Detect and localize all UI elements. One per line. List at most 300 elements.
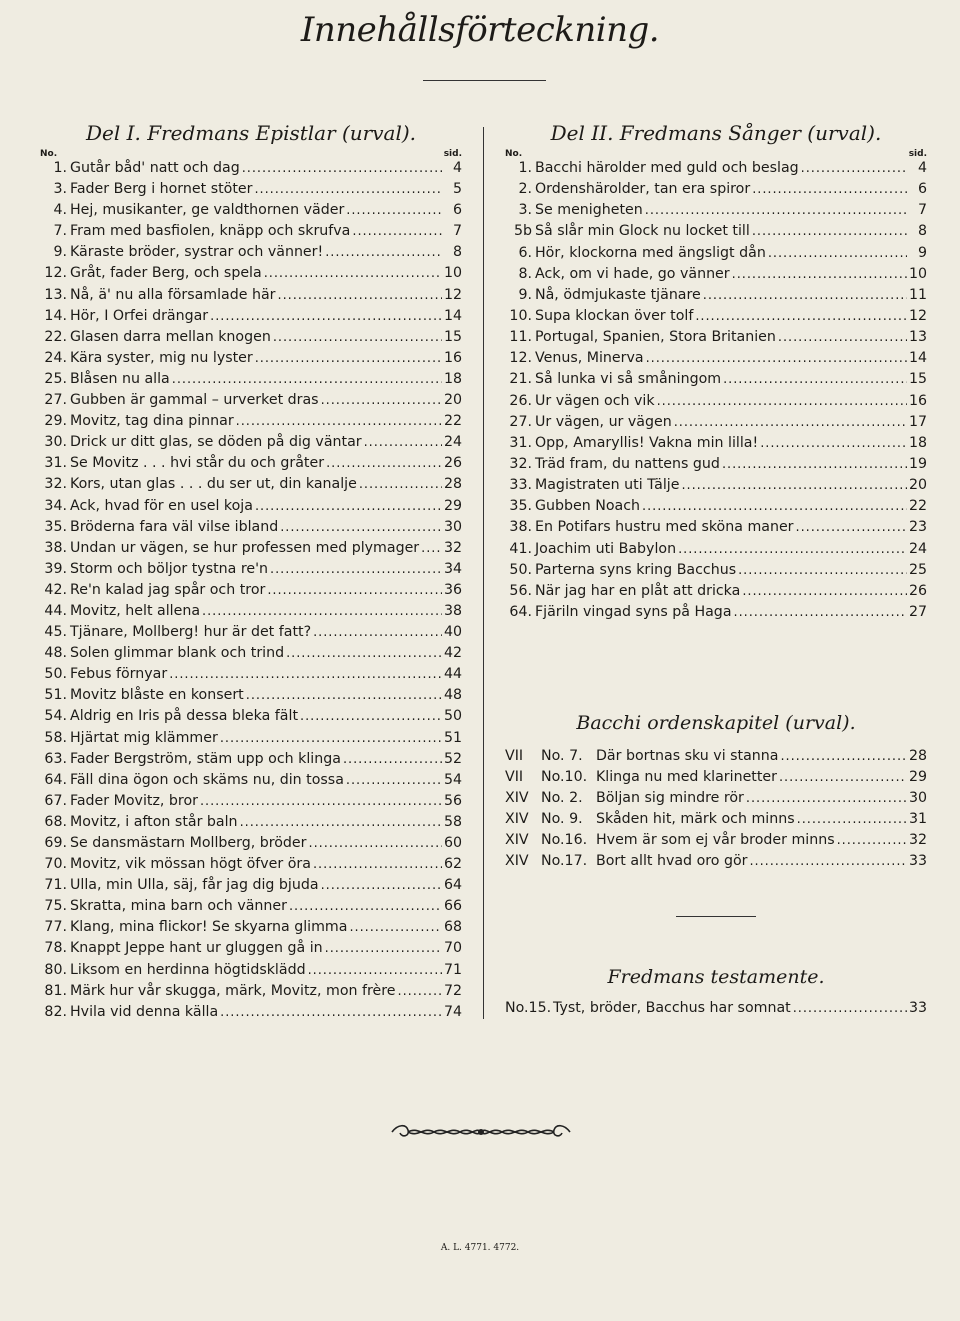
item-number: 54. [44, 708, 67, 725]
item-title: Blåsen nu alla [70, 370, 170, 387]
list-item [40, 1004, 462, 1025]
item-page: 36 [444, 581, 463, 598]
list-item [40, 160, 462, 181]
item-page: 70 [444, 940, 463, 957]
item-number: 13. [44, 286, 67, 303]
leader-dots [326, 455, 442, 471]
item-title: Movitz, i afton står baln [70, 813, 238, 830]
leader-dots [169, 666, 442, 682]
item-page: 38 [444, 602, 463, 619]
item-title: Fader Bergström, stäm upp och klinga [70, 750, 341, 767]
list-item [505, 435, 927, 456]
item-page: 31 [909, 811, 928, 828]
list-item [40, 898, 462, 919]
item-page: 15 [909, 371, 928, 388]
bacchi-list [505, 748, 927, 875]
leader-dots [308, 962, 442, 978]
leader-dots [220, 1004, 442, 1020]
list-item [505, 308, 927, 329]
leader-dots [270, 561, 442, 577]
list-item [40, 350, 462, 371]
list-item [505, 832, 927, 853]
list-item [505, 245, 927, 266]
item-number: 31. [44, 455, 67, 472]
item-page: 17 [909, 413, 928, 430]
item-number: 69. [44, 835, 67, 851]
item-title: Movitz, tag dina pinnar [70, 413, 234, 430]
item-title: Hvila vid denna källa [70, 1003, 219, 1020]
item-page: 12 [444, 286, 463, 303]
item-title: Storm och böljor tystna re'n [70, 560, 268, 577]
item-title: Bröderna fara väl vilse ibland [70, 518, 279, 535]
leader-dots [286, 645, 442, 661]
item-title: Bort allt hvad oro gör [596, 853, 748, 870]
item-number: 26. [509, 392, 532, 409]
item-chapter: XIV [505, 790, 529, 807]
leader-dots [313, 624, 442, 640]
item-page: 66 [444, 898, 463, 915]
list-item [505, 477, 927, 498]
item-page: 4 [452, 160, 462, 176]
item-title: Venus, Minerva [535, 350, 644, 367]
item-number: 63. [44, 750, 67, 767]
leader-dots [346, 202, 442, 218]
item-number: 34. [44, 497, 67, 514]
leader-dots [723, 371, 907, 387]
leader-dots [200, 793, 442, 809]
item-title: Febus förnyar [70, 666, 168, 683]
title-divider [423, 80, 546, 81]
item-title: Skratta, mina barn och vänner [70, 898, 287, 915]
leader-dots [793, 1000, 907, 1016]
item-title: Magistraten uti Tälje [535, 477, 680, 494]
item-number: 5b [513, 223, 532, 240]
leader-dots [321, 392, 442, 408]
list-item [505, 541, 927, 562]
item-title: Hjärtat mig klämmer [70, 729, 218, 746]
item-number: 33. [509, 477, 532, 494]
list-item [505, 287, 927, 308]
item-page: 20 [909, 477, 928, 494]
item-title: När jag har en plåt att dricka [535, 582, 741, 599]
item-title: Käraste bröder, systrar och vänner! [70, 244, 324, 261]
item-page: 4 [917, 160, 927, 176]
list-item [505, 393, 927, 414]
leader-dots [172, 371, 442, 387]
leader-dots [236, 413, 442, 429]
leader-dots [646, 350, 907, 366]
item-page: 29 [444, 497, 463, 514]
item-number: 71. [44, 877, 67, 894]
item-page: 54 [444, 771, 463, 788]
item-number: 81. [44, 982, 67, 999]
testament-entry [505, 1000, 927, 1021]
item-number: 32. [44, 476, 67, 493]
leader-dots [801, 160, 907, 176]
list-item [40, 793, 462, 814]
item-number: 48. [44, 645, 67, 662]
item-number: 9. [53, 244, 67, 261]
item-number: 29. [44, 413, 67, 430]
item-title: Se menigheten [535, 202, 643, 219]
leader-dots [742, 583, 907, 599]
leader-dots [752, 223, 907, 239]
list-item [505, 371, 927, 392]
item-number: 3. [518, 202, 532, 219]
part2-list [505, 160, 927, 625]
leader-dots [398, 983, 442, 999]
item-title: Opp, Amaryllis! Vakna min lilla! [535, 434, 759, 451]
item-title: Portugal, Spanien, Stora Britanien [535, 329, 776, 346]
item-number: 11. [509, 329, 532, 346]
item-page: 50 [444, 708, 463, 725]
leader-dots [240, 814, 442, 830]
item-number: 58. [44, 729, 67, 746]
list-item [40, 835, 462, 856]
item-title: Hör, klockorna med ängsligt dån [535, 244, 766, 261]
list-item [505, 202, 927, 223]
list-item [40, 202, 462, 223]
list-item [505, 456, 927, 477]
item-number: 75. [44, 898, 67, 915]
item-number: 50. [44, 666, 67, 683]
item-number: 64. [44, 771, 67, 788]
leader-dots [220, 730, 442, 746]
leader-dots [364, 434, 442, 450]
leader-dots [359, 476, 442, 492]
part1-list [40, 160, 462, 1025]
item-title: Fader Movitz, bror [70, 792, 198, 809]
list-item [40, 287, 462, 308]
leader-dots [797, 811, 907, 827]
page-title: Innehållsförteckning. [300, 10, 660, 50]
leader-dots [343, 751, 442, 767]
list-item [40, 329, 462, 350]
leader-dots [346, 772, 442, 788]
column-divider [483, 127, 484, 1019]
item-title: Fader Berg i hornet stöter [70, 181, 253, 198]
leader-dots [645, 202, 907, 218]
item-title: Träd fram, du nattens gud [535, 455, 720, 472]
leader-dots [674, 414, 907, 430]
leader-dots [738, 562, 907, 578]
testament-heading: Fredmans testamente. [607, 966, 825, 988]
item-number: 27. [44, 392, 67, 409]
leader-dots [264, 265, 442, 281]
item-title: Hör, I Orfei drängar [70, 307, 209, 324]
item-title: Gutår båd' natt och dag [70, 160, 240, 176]
list-item [505, 562, 927, 583]
item-number: 70. [44, 856, 67, 873]
item-title: Movitz blåste en konsert [70, 687, 244, 704]
part2-section [505, 118, 927, 625]
leader-dots [681, 477, 907, 493]
leader-dots [242, 160, 442, 176]
item-page: 6 [452, 202, 462, 219]
item-number: 41. [509, 540, 532, 557]
item-number: 9. [518, 286, 532, 303]
item-page: 32 [909, 832, 928, 849]
item-number: 39. [44, 560, 67, 577]
leader-dots [642, 498, 907, 514]
item-page: 22 [909, 498, 928, 515]
item-page: 34 [444, 560, 463, 577]
item-title: Gubben Noach [535, 498, 641, 515]
list-item [40, 582, 462, 603]
list-item [40, 519, 462, 540]
list-item [40, 265, 462, 286]
leader-dots [246, 687, 442, 703]
list-item [40, 308, 462, 329]
item-number: 14. [44, 307, 67, 324]
item-page: 8 [452, 244, 462, 261]
item-page: 48 [444, 687, 463, 704]
item-title: Så lunka vi så småningom [535, 371, 722, 388]
leader-dots [325, 244, 442, 260]
leader-dots [746, 790, 907, 806]
item-number: 31. [509, 434, 532, 451]
item-page: 28 [444, 476, 463, 493]
item-page: 8 [917, 223, 927, 240]
list-item [40, 540, 462, 561]
sid-label: sid. [443, 149, 462, 159]
item-number: 21. [509, 371, 532, 388]
item-title: Där bortnas sku vi stanna [596, 748, 779, 764]
item-page: 20 [444, 392, 463, 409]
item-page: 22 [444, 413, 463, 430]
leader-dots [749, 853, 907, 869]
leader-dots [254, 181, 442, 197]
item-title: Kors, utan glas . . . du ser ut, din kanalje [70, 476, 357, 493]
item-chapter: XIV [505, 853, 529, 870]
part2-column-header [505, 148, 927, 160]
item-title: Fjäriln vingad syns på Haga [535, 603, 732, 620]
item-title: Knappt Jeppe hant ur gluggen gå in [70, 940, 323, 957]
item-page: 26 [444, 455, 463, 472]
item-title: Gråt, fader Berg, och spela [70, 265, 262, 282]
item-number: 1. [518, 160, 532, 176]
item-page: 14 [909, 350, 928, 367]
list-item [505, 350, 927, 371]
list-item [40, 856, 462, 877]
list-item [505, 329, 927, 350]
leader-dots [703, 287, 907, 303]
item-title: Joachim uti Babylon [535, 540, 677, 557]
leader-dots [752, 181, 907, 197]
leader-dots [352, 223, 442, 239]
item-title: Movitz, vik mössan högt öfver öra [70, 856, 311, 873]
item-title: Se Movitz . . . hvi står du och gråter [70, 455, 325, 472]
item-number: 68. [44, 813, 67, 830]
item-number: No. 7. [541, 748, 583, 764]
item-page: 44 [444, 666, 463, 683]
leader-dots [732, 266, 907, 282]
item-title: Ur vägen, ur vägen [535, 413, 672, 430]
list-item [505, 583, 927, 604]
item-page: 27 [909, 603, 928, 620]
list-item [40, 181, 462, 202]
item-page: 16 [909, 392, 928, 409]
item-page: 51 [444, 729, 463, 746]
item-number: 12. [509, 350, 532, 367]
item-page: 14 [444, 307, 463, 324]
item-page: 24 [444, 434, 463, 451]
leader-dots [210, 308, 442, 324]
list-item [505, 181, 927, 202]
item-title: Bacchi härolder med guld och beslag [535, 160, 799, 176]
item-page: 33 [909, 853, 928, 870]
item-number: No.17. [541, 853, 588, 870]
item-page: 28 [909, 748, 928, 764]
list-item [40, 666, 462, 687]
part1-heading: Del I. Fredmans Epistlar (urval). [85, 121, 417, 145]
item-title: Skåden hit, märk och minns [596, 811, 795, 828]
item-number: No.15. [505, 1000, 552, 1016]
list-item [505, 498, 927, 519]
item-page: 19 [909, 455, 928, 472]
item-page: 62 [444, 856, 463, 873]
item-number: 3. [53, 181, 67, 198]
leader-dots [657, 393, 907, 409]
item-chapter: XIV [505, 811, 529, 828]
item-title: Ack, om vi hade, go vänner [535, 265, 730, 282]
list-item [40, 940, 462, 961]
item-page: 40 [444, 624, 463, 641]
item-number: 2. [518, 181, 532, 198]
leader-dots [321, 877, 442, 893]
leader-dots [267, 582, 442, 598]
list-item [40, 244, 462, 265]
leader-dots [202, 603, 442, 619]
item-page: 16 [444, 349, 463, 366]
item-page: 10 [444, 265, 463, 282]
item-title: Glasen darra mellan knogen [70, 328, 271, 345]
item-page: 7 [452, 223, 462, 240]
leader-dots [289, 898, 442, 914]
item-title: Tjänare, Mollberg! hur är det fatt? [70, 624, 312, 641]
list-item [505, 604, 927, 625]
item-number: No.16. [541, 832, 588, 849]
item-page: 64 [444, 877, 463, 894]
item-title: Tyst, bröder, Bacchus har somnat [553, 1000, 791, 1016]
item-number: 10. [509, 307, 532, 324]
item-number: 35. [509, 498, 532, 515]
item-page: 56 [444, 792, 463, 809]
item-title: Ulla, min Ulla, säj, får jag dig bjuda [70, 877, 319, 894]
leader-dots [325, 940, 442, 956]
list-item [505, 811, 927, 832]
item-title: Nå, ä' nu alla församlade här [70, 286, 276, 303]
list-item [40, 877, 462, 898]
item-title: Solen glimmar blank och trind [70, 645, 285, 662]
item-number: 77. [44, 919, 67, 936]
item-page: 68 [444, 919, 463, 936]
item-title: Så slår min Glock nu locket till [535, 223, 750, 240]
item-page: 26 [909, 582, 928, 599]
item-number: 22. [44, 328, 67, 345]
list-item [40, 687, 462, 708]
item-number: 78. [44, 940, 67, 957]
item-page: 9 [917, 244, 927, 261]
leader-dots [796, 519, 907, 535]
item-title: Ack, hvad för en usel koja [70, 497, 253, 514]
item-title: Fram med basfiolen, knäpp och skrufva [70, 223, 351, 240]
leader-dots [309, 835, 443, 851]
item-page: 12 [909, 307, 928, 324]
leader-dots [837, 832, 907, 848]
item-number: No. 2. [541, 790, 583, 807]
item-page: 32 [444, 539, 463, 556]
list-item [505, 414, 927, 435]
item-number: 7. [53, 223, 67, 240]
ornament-icon [388, 1122, 574, 1142]
item-title: Märk hur vår skugga, märk, Movitz, mon frère [70, 982, 396, 999]
item-page: 71 [444, 961, 463, 978]
part1-column-header [40, 148, 462, 160]
item-number: 80. [44, 961, 67, 978]
list-item [505, 853, 927, 874]
list-item [505, 1000, 927, 1021]
list-item [40, 751, 462, 772]
part2-heading: Del II. Fredmans Sånger (urval). [550, 121, 882, 145]
item-page: 11 [909, 286, 928, 303]
item-title: Fäll dina ögon och skäms nu, din tossa [70, 771, 344, 788]
item-number: 44. [44, 602, 67, 619]
item-number: 25. [44, 370, 67, 387]
item-title: Undan ur vägen, se hur professen med plymager [70, 539, 420, 556]
list-item [40, 434, 462, 455]
item-number: No. 9. [541, 811, 583, 828]
item-page: 25 [909, 561, 928, 578]
list-item [40, 476, 462, 497]
item-number: 42. [44, 581, 67, 598]
item-number: 8. [518, 265, 532, 282]
item-number: 50. [509, 561, 532, 578]
item-page: 24 [909, 540, 928, 557]
leader-dots [349, 919, 442, 935]
leader-dots [280, 519, 442, 535]
leader-dots [778, 329, 907, 345]
item-title: Hvem är som ej vår broder minns [596, 832, 835, 849]
item-page: 23 [909, 519, 928, 536]
item-title: Liksom en herdinna högtidsklädd [70, 961, 306, 978]
list-item [505, 790, 927, 811]
list-item [505, 519, 927, 540]
list-item [40, 371, 462, 392]
leader-dots [421, 540, 442, 556]
item-number: 27. [509, 413, 532, 430]
leader-dots [722, 456, 907, 472]
item-page: 10 [909, 265, 928, 282]
list-item [40, 413, 462, 434]
item-page: 15 [444, 328, 463, 345]
list-item [505, 769, 927, 790]
list-item [40, 392, 462, 413]
item-number: 67. [44, 792, 67, 809]
list-item [40, 983, 462, 1004]
item-page: 18 [444, 370, 463, 387]
item-title: Klang, mina flickor! Se skyarna glimma [70, 919, 348, 936]
footer-catalog-number: A. L. 4771. 4772. [440, 1243, 520, 1253]
leader-dots [255, 498, 442, 514]
item-page: 30 [909, 790, 928, 807]
item-page: 6 [917, 181, 927, 198]
item-chapter: VII [505, 748, 524, 764]
list-item [40, 708, 462, 729]
item-number: 56. [509, 582, 532, 599]
item-number: 1. [53, 160, 67, 176]
list-item [505, 160, 927, 181]
